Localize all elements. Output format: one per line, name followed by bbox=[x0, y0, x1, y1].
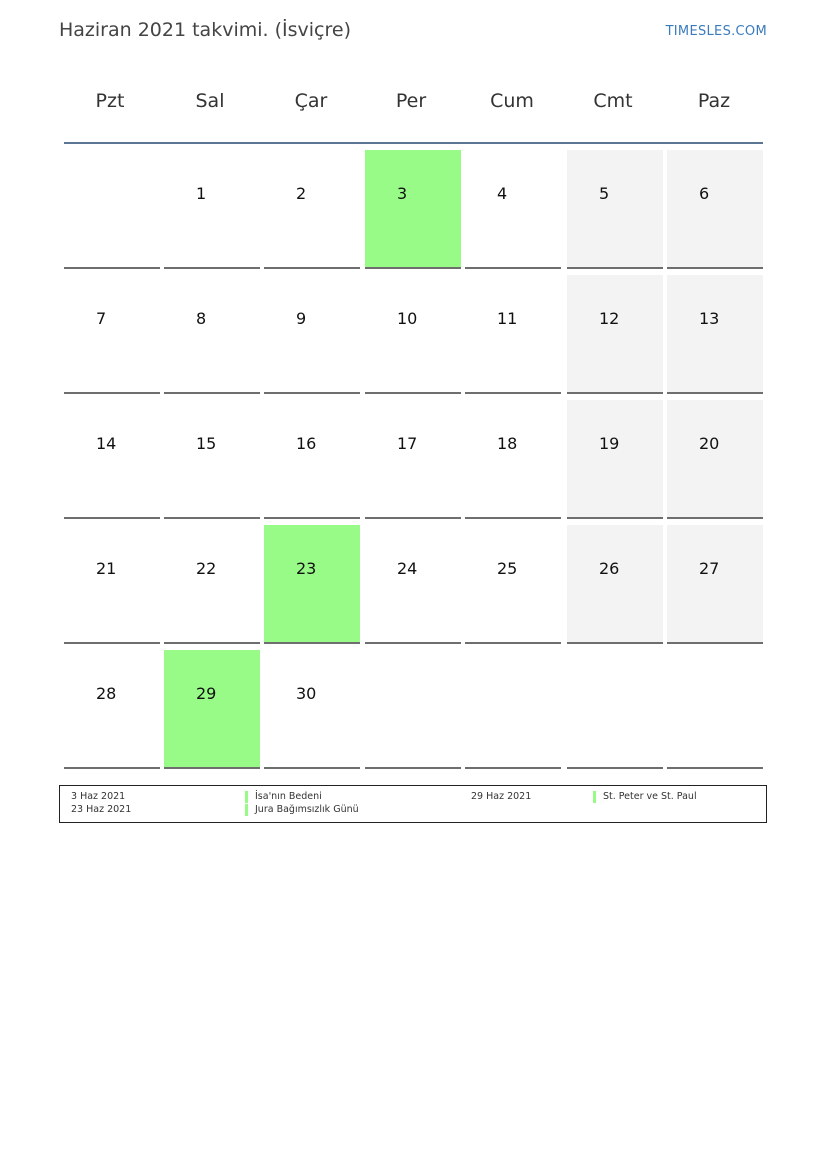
day-cell bbox=[465, 400, 561, 519]
day-cell bbox=[667, 275, 763, 394]
day-cell bbox=[465, 150, 561, 269]
day-cell bbox=[264, 650, 360, 769]
weekday-label: Pzt bbox=[95, 90, 125, 112]
empty-day-cell bbox=[667, 650, 763, 769]
weekday-label: Çar bbox=[294, 90, 328, 112]
day-number: 27 bbox=[699, 559, 720, 578]
day-cell bbox=[465, 275, 561, 394]
day-number: 22 bbox=[196, 559, 217, 578]
empty-day-cell bbox=[64, 150, 160, 269]
weekday-label: Cmt bbox=[593, 90, 633, 112]
day-number: 3 bbox=[397, 184, 408, 203]
day-number: 5 bbox=[599, 184, 610, 203]
weekday-label: Cum bbox=[490, 90, 534, 112]
holiday-day-cell bbox=[264, 525, 360, 644]
day-number: 4 bbox=[497, 184, 508, 203]
day-cell bbox=[64, 650, 160, 769]
legend-holiday-name: Jura Bağımsızlık Günü bbox=[245, 804, 359, 816]
empty-day-cell bbox=[567, 650, 663, 769]
holiday-day-cell bbox=[365, 150, 461, 269]
day-number: 28 bbox=[96, 684, 117, 703]
day-number: 21 bbox=[96, 559, 117, 578]
day-number: 23 bbox=[296, 559, 317, 578]
day-number: 14 bbox=[96, 434, 117, 453]
day-number: 6 bbox=[699, 184, 710, 203]
day-cell bbox=[164, 275, 260, 394]
day-cell bbox=[64, 275, 160, 394]
day-number: 20 bbox=[699, 434, 720, 453]
empty-day-cell bbox=[365, 650, 461, 769]
legend-date: 23 Haz 2021 bbox=[71, 804, 132, 815]
day-number: 29 bbox=[196, 684, 217, 703]
day-number: 2 bbox=[296, 184, 307, 203]
day-cell bbox=[567, 525, 663, 644]
day-number: 25 bbox=[497, 559, 518, 578]
day-cell bbox=[365, 525, 461, 644]
holiday-day-cell bbox=[164, 650, 260, 769]
day-number: 30 bbox=[296, 684, 317, 703]
header-divider bbox=[64, 142, 763, 144]
weekday-label: Per bbox=[395, 90, 427, 112]
day-cell bbox=[264, 150, 360, 269]
day-cell bbox=[365, 275, 461, 394]
day-cell bbox=[465, 525, 561, 644]
day-cell bbox=[264, 275, 360, 394]
day-cell bbox=[164, 525, 260, 644]
day-number: 18 bbox=[497, 434, 518, 453]
weekday-label: Sal bbox=[195, 90, 225, 112]
holiday-legend bbox=[59, 785, 767, 823]
day-number: 12 bbox=[599, 309, 620, 328]
day-number: 15 bbox=[196, 434, 217, 453]
day-number: 19 bbox=[599, 434, 620, 453]
page-title: Haziran 2021 takvimi. (İsviçre) bbox=[59, 19, 351, 41]
day-cell bbox=[567, 400, 663, 519]
day-number: 9 bbox=[296, 309, 307, 328]
legend-holiday-name: St. Peter ve St. Paul bbox=[593, 791, 697, 803]
legend-date: 29 Haz 2021 bbox=[471, 791, 532, 802]
empty-day-cell bbox=[465, 650, 561, 769]
day-cell bbox=[365, 400, 461, 519]
day-cell bbox=[164, 400, 260, 519]
weekday-header bbox=[62, 90, 766, 120]
day-number: 26 bbox=[599, 559, 620, 578]
day-number: 11 bbox=[497, 309, 518, 328]
day-cell bbox=[567, 150, 663, 269]
day-cell bbox=[64, 400, 160, 519]
day-number: 8 bbox=[196, 309, 207, 328]
day-number: 7 bbox=[96, 309, 107, 328]
weekday-label: Paz bbox=[697, 90, 731, 112]
day-cell bbox=[667, 525, 763, 644]
legend-holiday-name: İsa'nın Bedeni bbox=[245, 791, 322, 803]
day-number: 17 bbox=[397, 434, 418, 453]
day-number: 1 bbox=[196, 184, 207, 203]
day-cell bbox=[164, 150, 260, 269]
day-cell bbox=[264, 400, 360, 519]
day-cell bbox=[64, 525, 160, 644]
day-cell bbox=[667, 400, 763, 519]
legend-date: 3 Haz 2021 bbox=[71, 791, 126, 802]
day-number: 10 bbox=[397, 309, 418, 328]
day-cell bbox=[567, 275, 663, 394]
site-link[interactable]: TIMESLES.COM bbox=[665, 24, 767, 39]
day-number: 16 bbox=[296, 434, 317, 453]
day-number: 13 bbox=[699, 309, 720, 328]
day-cell bbox=[667, 150, 763, 269]
day-number: 24 bbox=[397, 559, 418, 578]
